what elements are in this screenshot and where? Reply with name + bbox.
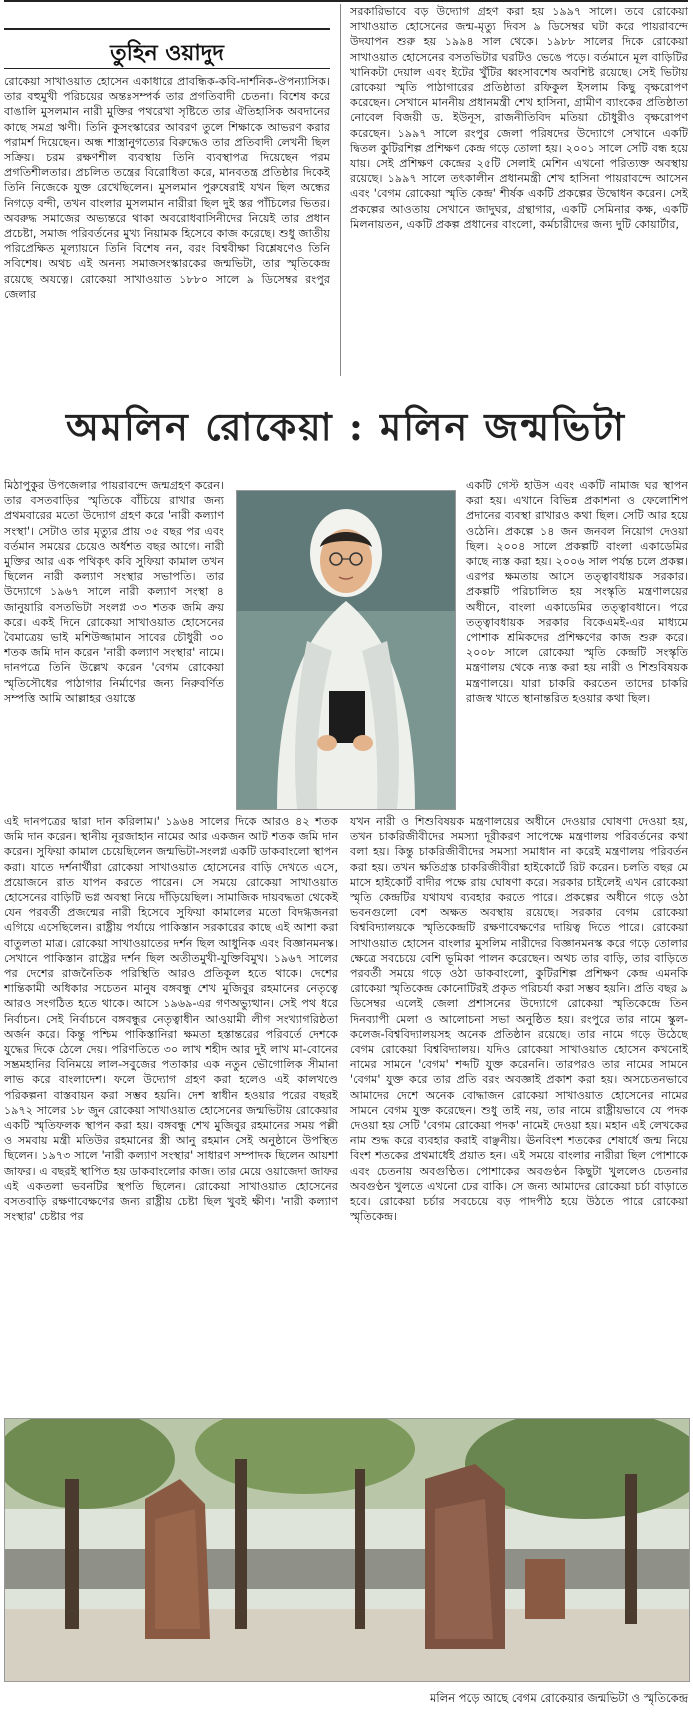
article-column-lower-right	[350, 814, 688, 1404]
byline-rule-bottom	[4, 68, 330, 69]
column-divider	[340, 4, 341, 376]
paragraph: রোকেয়া সাখাওয়াত হোসেন একাধারে প্রাবন্ধিক-কবি-দার্শনিক-ঔপন্যাসিক। তার বহুমুখী পরিচয়ের অন্তঃসম্পর্ক তার প্রগতিবাদী চেতনা। বিশেষ করে বাঙালি মুসলমান নারী মুক্তির পথরেখা সৃষ্টিতে তার ঐতিহাসিক অবদানের কাছে সমগ্র ঋণী। তিনি কুসংস্কারের আবরণ তুলে শিক্ষাকে আভরণ করার পরামর্শ দিয়েছেন। অন্ধ শাস্ত্রানুগত্যের বিরুদ্ধেও তার প্রতিবাদী লেখনী ছিল সক্রিয়। চরম রক্ষণশীল ব্যবস্থায় তিনি ব্যবস্থাপত্র দিয়েছেন পরম প্রগতিশীলতার। প্রচলিত তন্ত্রের বিরোধিতা করে, মানবতন্ত্র প্রতিষ্ঠার দিকেই তিনি নিজেকে যুক্ত রেখেছিলেন। মুসলমান পুরুষেরাই যখন ছিল অন্ধের নিগড়ে বন্দী, তখন বাংলার মুসলমান নারীরা ছিল দুই স্তর পাঁচিলের ভিতর। অবরুদ্ধ সমাজের অভ্যন্তরে থাকা অবরোধবাসিনীদের নিয়েই তার প্রধান প্রচেষ্টা, সমাজ পরিবর্তনের মুখ্য নিয়ামক হিসেবে কাজ করেছে। শুধু জাতীয় পরিপ্রেক্ষিত মূল্যায়নে তিনি বিশেষ নন, বরং বিশ্ববীক্ষা বিশ্লেষণেও তিনি সবিশেষ। অথচ এই অনন্য সমাজসংস্কারকের জন্মভিটা, তার স্মৃতিকেন্দ্র রয়েছে অযত্নে। রোকেয়া সাখাওয়াত ১৮৮০ সালে ৯ ডিসেম্বর রংপুর জেলার	[4, 75, 330, 301]
paragraph: একটি গেস্ট হাউস এবং একটি নামাজ ঘর স্থাপন করা হয়। এখানে বিভিন্ন প্রকাশনা ও ফেলোশিপ প্রদানের ব্যবস্থা রাখারও কথা ছিল। সেটি আর হয়ে ওঠেনি। প্রকল্পে ১৪ জন জনবল নিয়োগ দেওয়া ছিল। ২০০৪ সালে প্রকল্পটি বাংলা একাডেমির কাছে ন্যস্ত করা হয়। ২০০৬ সাল পর্যন্ত চলে প্রকল্প। এরপর ক্ষমতায় আসে তত্ত্বাবধায়ক সরকার। প্রকল্পটি পরিচালিত হয় সংস্কৃতি মন্ত্রণালয়ের অধীনে, বাংলা একাডেমির তত্ত্বাবধানে। পরে তত্ত্বাবধায়ক সরকার বিকেএমই-এর মাধ্যমে পোশাক শ্রমিকদের প্রশিক্ষণের কাজ শুরু করে। ২০০৮ সালে রোকেয়া স্মৃতি কেন্দ্রটি সংস্কৃতি মন্ত্রণালয় থেকে ন্যস্ত করা হয় নারী ও শিশুবিষয়ক মন্ত্রণালয়ে। যারা চাকরি করতেন তাদের চাকরি রাজস্ব খাতে স্থানান্তরিত হওয়ার কথা ছিল।	[466, 479, 688, 705]
portrait-of-rokeya-icon	[237, 491, 455, 809]
portrait-illustration	[236, 490, 456, 810]
ruins-photo	[4, 1418, 690, 1682]
paragraph: যখন নারী ও শিশুবিষয়ক মন্ত্রণালয়ের অধীনে দেওয়ার ঘোষণা দেওয়া হয়, তখন চাকরিজীবীদের সমস্যা দূরীকরণ সাপেক্ষে মন্ত্রণালয় পরিবর্তনের কথা বলা হয়। কিন্তু চাকরিজীবীদের সমস্যা সমাধান না করেই মন্ত্রণালয় পরিবর্তন করা হয়। তখন ক্ষতিগ্রস্ত চাকরিজীবীরা হাইকোর্টে রিট করেন। চলতি বছর মে মাসে হাইকোর্ট বাদীর পক্ষে রায় ঘোষণা করে। সরকার চাইলেই এখন রোকেয়া স্মৃতি কেন্দ্রটির যথাযথ ব্যবহার করতে পারে। প্রকল্পের অধীনে গড়ে ওঠা ভবনগুলো বেশ অক্ষত অবস্থায় রয়েছে। সরকার বেগম রোকেয়া বিশ্ববিদ্যালয়কে স্মৃতিকেন্দ্রটি রক্ষণাবেক্ষণের দায়িত্ব দিতে পারে। রোকেয়া সাখাওয়াত হোসেন বাংলার মুসলিম নারীদের বিজ্ঞানমনস্ক করে গড়ে তোলার ক্ষেত্রে সবচেয়ে বেশি ভূমিকা পালন করেছেন। অথচ তার বাড়ি, তার বাড়িতে পরবর্তী সময়ে গড়ে ওঠা ডাকবাংলো, কুটিরশিল্প প্রশিক্ষণ কেন্দ্র এমনকি রোকেয়া স্মৃতিকেন্দ্র কোনোটিরই প্রকৃত পরিচর্যা করা সম্ভব হয়নি। প্রতি বছর ৯ ডিসেম্বর এলেই জেলা প্রশাসনের উদ্যোগে রোকেয়া স্মৃতিকেন্দ্রে তিন দিনব্যাপী মেলা ও আলোচনা সভা অনুষ্ঠিত হয়। রংপুরে তার নামে স্কুল-কলেজ-বিশ্ববিদ্যালয়সহ অনেক প্রতিষ্ঠান রয়েছে। তার নামে গড়ে উঠেছে বেগম রোকেয়া বিশ্ববিদ্যালয়। যদিও রোকেয়া সাখাওয়াত হোসেন কখনোই নামের সামনে 'বেগম' শব্দটি যুক্ত করেননি। তারপরও তার নামের সামনে 'বেগম' যুক্ত করে তার প্রতি বরং অবজ্ঞাই প্রকাশ করা হয়। অসচেতনভাবে আমাদের দেশে অনেক বোদ্ধাজন রোকেয়া সাখাওয়াত হোসেনের নামের সামনে বেগম যুক্ত করেছেন। শুধু তাই নয়, তার নামে রাষ্ট্রীয়ভাবে যে পদক দেওয়া হয় সেটি 'বেগম রোকেয়া পদক' নামেই দেওয়া হয়। মহান এই লেখকের নাম শুদ্ধ করে ব্যবহার করাই বাঞ্ছনীয়। ঊনবিংশ শতকের শেষার্ধে জন্ম নিয়ে বিংশ শতকের প্রথমার্ধেই প্রয়াত হন। এই সময়ে বাংলার নারীরা ছিল পোশাকে এবং চেতনায় অবগুণ্ঠিত। পোশাকের অবগুণ্ঠন কিছুটা খুললেও চেতনার অবগুণ্ঠন খুলতে এখনো ঢের বাকি। সে জন্য আমাদের রোকেয়া চর্চা বাড়াতে হবে। রোকেয়া চর্চার সবচেয়ে বড় পাদপীঠ হয়ে উঠতে পারে রোকেয়া স্মৃতিকেন্দ্র।	[350, 815, 688, 1224]
paragraph: এই দানপত্রের দ্বারা দান করিলাম।' ১৯৬৪ সালের দিকে আরও ৪২ শতক জমি দান করেন। স্থানীয় নূরজাহান নামের আর একজন আট শতক জমি দান করেন। সুফিয়া কামাল চেয়েছিলেন জন্মভিটা-সংলগ্ন একটি ডাকবাংলো স্থাপন করা। যাতে দর্শনার্থীরা রোকেয়া সাখাওয়াত হোসেনের বাড়ি দেখতে এসে, প্রয়োজনে রাত যাপন করতে পারেন। সে সময়ে রোকেয়া সাখাওয়াত হোসেনের বাড়িটি ভগ্ন অবস্থা নিয়ে দাঁড়িয়েছিল। সামাজিক দায়বদ্ধতা থেকেই যেন পরবর্তী প্রজন্মের নারী হিসেবে সুফিয়া কামালের মতো বিদগ্ধজনরা এগিয়ে এসেছিলেন। রাষ্ট্রীয় পর্যায়ে পাকিস্তান সরকারের কাছে এই আশা করা বাতুলতা মাত্র। রোকেয়া সাখাওয়াতের দর্শন ছিল আধুনিক এবং বিজ্ঞানমনস্ক। সেখানে পাকিস্তান রাষ্ট্রের দর্শন ছিল অতীতমুখী-যুক্তিবিমুখ। ১৯৬৭ সালের পর দেশের রাজনৈতিক পরিস্থিতি আরও প্রতিকূল হতে থাকে। দেশের শান্তিকামী অধিকার সচেতন মানুষ বঙ্গবন্ধু শেখ মুজিবুর রহমানের নেতৃত্বে আরও সংগঠিত হতে থাকে। আসে ১৯৬৯-এর গণঅভ্যুত্থান। সেই পথ ধরে নির্বাচন। সেই নির্বাচনে বঙ্গবন্ধুর নেতৃত্বাধীন আওয়ামী লীগ সংখ্যাগরিষ্ঠতা অর্জন করে। কিন্তু পশ্চিম পাকিস্তানিরা ক্ষমতা হস্তান্তরের পরিবর্তে দেশকে যুদ্ধের দিকে ঠেলে দেয়। পরিণতিতে ৩০ লাখ শহীদ আর দুই লাখ মা-বোনের সম্ভ্রমহানির বিনিময়ে লাল-সবুজের পতাকার এক নতুন ভৌগোলিক সীমানা লাভ করে বাংলাদেশ। ফলে উদ্যোগ গ্রহণ করা হলেও এই কালখণ্ডে পরিকল্পনা বাস্তবায়ন করা সম্ভব হয়নি। দেশ স্বাধীন হওয়ার পরের বছরই ১৯৭২ সালের ১৮ জুন রোকেয়া সাখাওয়াত হোসেনের জন্মভিটায় রোকেয়ার একটি স্মৃতিফলক স্থাপন করা হয়। বঙ্গবন্ধু শেখ মুজিবুর রহমানের সময় পল্লী ও সমবায় মন্ত্রী মতিউর রহমানের স্ত্রী আনু রহমান সেই অনুষ্ঠানে উপস্থিত ছিলেন। ১৯৭৩ সালে 'নারী কল্যাণ সংস্থার' সাধারণ সম্পাদক ছিলেন আয়শা জাফর। এ বছরই স্থাপিত হয় ডাকবাংলোর কাজ। তার মেয়ে ওয়াজেদা জাফর এই একতলা ভবনটির স্থপতি ছিলেন। রোকেয়া সাখাওয়াত হোসেনের বসতবাড়ি রক্ষণাবেক্ষণের জন্য রাষ্ট্রীয় চেষ্টা ছিল খুবই ক্ষীণ। 'নারী কল্যাণ সংস্থার' চেষ্টার পর	[4, 815, 338, 1224]
article-column-mid-left	[4, 478, 224, 812]
article-column-mid-right	[466, 478, 688, 812]
paragraph: মিঠাপুকুর উপজেলার পায়রাবন্দে জন্মগ্রহণ করেন। তার বসতবাড়ির স্মৃতিকে বাঁচিয়ে রাখার জন্য প্রথমবারের মতো উদ্যোগ গ্রহণ করে 'নারী কল্যাণ সংস্থা'। সেটাও তার মৃত্যুর প্রায় ৩৫ বছর পর এবং বর্তমান সময়ের চেয়েও অর্ধশত বছর আগে। নারী মুক্তির আর এক পথিকৃৎ কবি সুফিয়া কামাল তখন ছিলেন নারী কল্যাণ সংস্থার সভাপতি। তার উদ্যোগে ১৯৬৭ সালে নারী কল্যাণ সংস্থা ৪ জানুয়ারি বসতভিটা সংলগ্ন ৩৩ শতক জমি ক্রয় করে। একই দিনে রোকেয়া সাখাওয়াত হোসেনের বৈমাত্রেয় ভাই মশিউজ্জামান সাবের চৌধুরী ৩০ শতক জমি দান করেন 'নারী কল্যাণ সংস্থার' নামে। দানপত্রে তিনি উল্লেখ করেন 'বেগম রোকেয়া স্মৃতিসৌধের পাঠাগার নির্মাণের জন্য নিরুবর্ণিত সম্পত্তি আমি আল্লাহর ওয়াস্তে	[4, 479, 224, 705]
headline: অমলিন রোকেয়া : মলিন জন্মভিটা	[65, 404, 627, 449]
paragraph: সরকারিভাবে বড় উদ্যোগ গ্রহণ করা হয় ১৯৯৭ সালে। তবে রোকেয়া সাখাওয়াত হোসেনের জন্ম-মৃত্যু দিবস ৯ ডিসেম্বর ঘটা করে পায়রাবন্দে উদযাপন শুরু হয় ১৯৯৪ সাল থেকে। ১৯৮৮ সালের দিকে রোকেয়া সাখাওয়াত হোসেনের বসতভিটার ঘরটিও ভেঙে পড়ে। বর্তমানে মূল বাড়িটির খানিকটা দেয়াল এবং ইটের খুঁটির ধ্বংসাবশেষ অবশিষ্ট রয়েছে। সেই ভিটায় রোকেয়া স্মৃতি পাঠাগারের প্রতিষ্ঠাতা রফিকুল ইসলাম কিছু বৃক্ষরোপণ করেছেন। সেখানে মাননীয় প্রধানমন্ত্রী শেখ হাসিনা, গ্রামীণ ব্যাংকের প্রতিষ্ঠাতা নোবেল বিজয়ী ড. ইউনূস, রাজনীতিবিদ মতিয়া চৌধুরীও বৃক্ষরোপণ করেছেন। ১৯৯৭ সালে রংপুর জেলা পরিষদের উদ্যোগে সেখানে একটি দ্বিতল কুটিরশিল্প প্রশিক্ষণ কেন্দ্র গড়ে তোলা হয়। ২০০১ সালে সেটি বন্ধ হয়ে যায়। সেই প্রশিক্ষণ কেন্দ্রের ২৫টি সেলাই মেশিন এখনো পরিত্যক্ত অবস্থায় রয়েছে। ১৯৯৭ সালে তৎকালীন প্রধানমন্ত্রী শেখ হাসিনা পায়রাবন্দে আসেন এবং 'বেগম রোকেয়া স্মৃতি কেন্দ্র' শীর্ষক একটি প্রকল্পের উদ্বোধন করেন। সেই প্রকল্পের আওতায় সেখানে জাদুঘর, গ্রন্থাগার, একটি সেমিনার কক্ষ, একটি মিলনায়তন, একটি প্রকল্প প্রধানের বাংলো, কর্মচারীদের জন্য দুটি কোয়ার্টার,	[350, 5, 688, 231]
article-column-top-right	[350, 4, 688, 380]
article-column-lower-left	[4, 814, 338, 1404]
article-column-top-left	[4, 74, 330, 380]
byline-rule-top	[4, 28, 330, 30]
ruins-photo-icon	[5, 1419, 689, 1681]
photo-caption: মলিন পড়ে আছে বেগম রোকেয়ার জন্মভিটা ও স্মৃতিকেন্দ্র	[430, 1691, 688, 1705]
byline: তুহিন ওয়াদুদ	[110, 41, 224, 66]
